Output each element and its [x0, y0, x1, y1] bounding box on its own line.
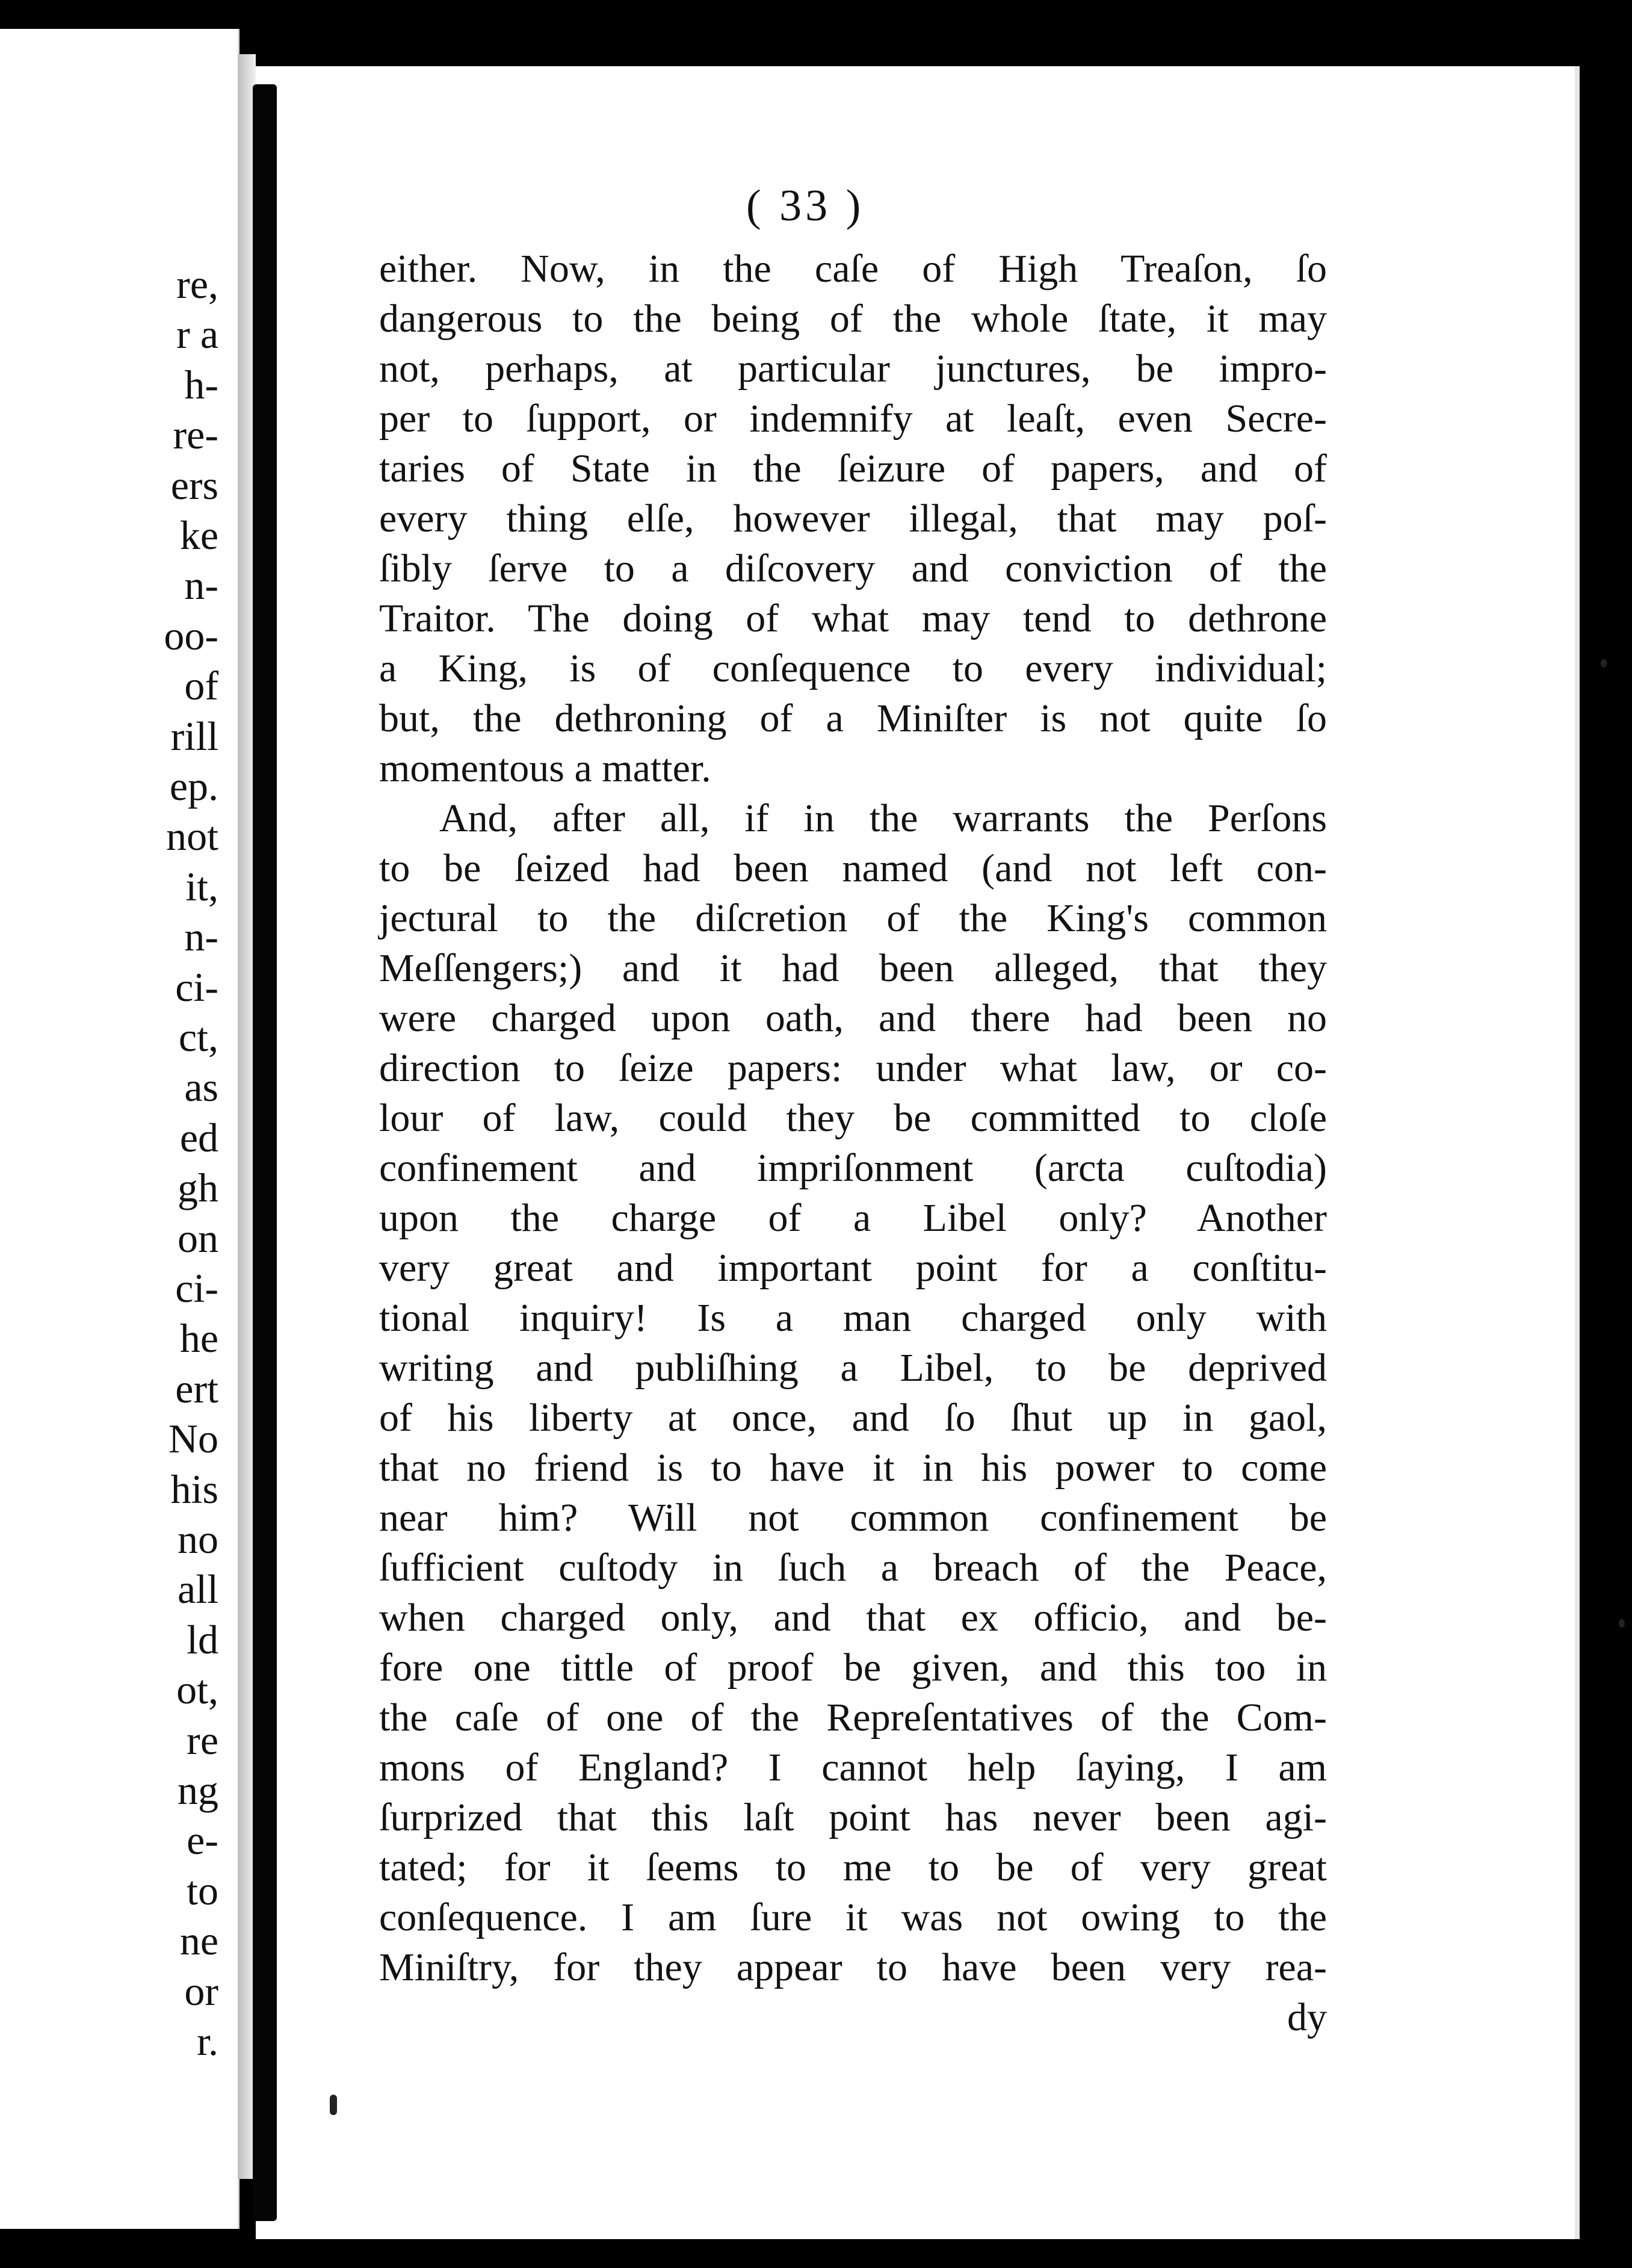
left-page-line-fragment: ng — [178, 1767, 218, 1813]
left-page-line-fragment: no — [178, 1516, 218, 1562]
left-page-line-fragment: it, — [185, 863, 218, 909]
text-line: when charged only, and that ex officio, and be- — [379, 1596, 1327, 1640]
text-line: per to ſupport, or indemnify at leaſt, even Secre- — [379, 397, 1327, 441]
text-line: very great and important point for a conſtitu- — [379, 1246, 1327, 1290]
left-page-line-fragment: his — [170, 1466, 218, 1512]
left-page-line-fragment: he — [179, 1315, 218, 1362]
left-page-line-fragment: not — [166, 813, 218, 860]
left-page-line-fragment: n- — [184, 562, 218, 609]
ink-speck — [330, 2095, 337, 2115]
text-line: of his liberty at once, and ſo ſhut up in gaol, — [379, 1396, 1327, 1440]
left-page-line-fragment: all — [178, 1566, 218, 1613]
left-page-line-fragment: re — [187, 1717, 218, 1763]
text-line: Meſſengers;) and it had been alleged, that they — [379, 946, 1327, 990]
text-line: the caſe of one of the Repreſentatives of the Com- — [379, 1696, 1327, 1740]
left-page-line-fragment: ne — [179, 1918, 218, 1964]
text-line: fore one tittle of proof be given, and this too in — [379, 1646, 1327, 1690]
text-line: conſequence. I am ſure it was not owing to the — [379, 1895, 1327, 1939]
text-line: taries of State in the ſeizure of papers, and of — [379, 447, 1327, 491]
left-page-line-fragment: ers — [170, 462, 218, 508]
text-line: not, perhaps, at particular junctures, be impro- — [379, 347, 1327, 391]
ink-speck — [1601, 659, 1607, 668]
body-text — [379, 244, 1327, 2042]
text-line: mons of England? I cannot help ſaying, I am — [379, 1746, 1327, 1789]
text-line: that no friend is to have it in his power to come — [379, 1446, 1327, 1490]
left-page-line-fragment: ct, — [178, 1014, 218, 1060]
page-number: ( 33 ) — [746, 181, 865, 231]
text-line: direction to ſeize papers: under what law, or co- — [379, 1046, 1327, 1090]
left-page-line-fragment: r. — [197, 2018, 218, 2064]
text-line: dangerous to the being of the whole ſtate, it may — [379, 297, 1327, 341]
text-line: momentous a matter. — [379, 746, 711, 790]
text-line: either. Now, in the caſe of High Treaſon, ſo — [379, 247, 1327, 291]
left-page-line-fragment: or — [184, 1968, 218, 2014]
text-line: near him? Will not common confinement be — [379, 1496, 1327, 1540]
text-line: ſibly ſerve to a diſcovery and conviction of the — [379, 547, 1327, 590]
left-page-line-fragment: ke — [179, 512, 218, 558]
text-line: Miniſtry, for they appear to have been very rea- — [379, 1945, 1327, 1989]
left-page-line-fragment: r a — [176, 311, 218, 358]
text-line: lour of law, could they be committed to cloſe — [379, 1096, 1327, 1140]
left-page-line-fragment: ot, — [176, 1667, 218, 1713]
text-line: upon the charge of a Libel only? Another — [379, 1196, 1327, 1240]
left-page-line-fragment: e- — [187, 1817, 218, 1864]
ink-speck — [1619, 1619, 1625, 1628]
left-page-line-fragment: rill — [170, 713, 218, 759]
left-page-line-fragment: h- — [184, 361, 218, 407]
text-line: confinement and impriſonment (arcta cuſtodia) — [379, 1146, 1327, 1190]
text-line: Traitor. The doing of what may tend to dethrone — [379, 596, 1327, 640]
catchword: dy — [1287, 1995, 1327, 2039]
text-line: but, the dethroning of a Miniſter is not quite ſo — [379, 696, 1327, 740]
text-line: to be ſeized had been named (and not left con- — [379, 846, 1327, 890]
text-line: writing and publiſhing a Libel, to be deprived — [379, 1346, 1327, 1390]
text-line: a King, is of conſequence to every individual; — [379, 646, 1327, 690]
text-line: every thing elſe, however illegal, that may poſ- — [379, 497, 1327, 541]
left-page-line-fragment: to — [187, 1867, 218, 1913]
text-line: jectural to the diſcretion of the King's common — [379, 896, 1327, 940]
left-page-line-fragment: re, — [176, 261, 218, 307]
left-page-line-fragment: No — [168, 1416, 218, 1462]
left-page-line-fragment: n- — [184, 914, 218, 960]
left-page-line-fragment: ed — [179, 1114, 218, 1160]
left-page-line-fragment: ld — [187, 1616, 218, 1662]
left-page-line-fragment: on — [178, 1215, 218, 1261]
text-line: tated; for it ſeems to me to be of very great — [379, 1845, 1327, 1889]
left-page-line-fragment: re- — [173, 412, 218, 458]
text-line: And, after all, if in the warrants the Perſons — [439, 796, 1327, 840]
left-page-line-fragment: oo- — [164, 612, 218, 658]
binding-gutter — [253, 84, 277, 2221]
left-page-line-fragment: gh — [178, 1165, 218, 1211]
left-page-line-fragment: ci- — [175, 964, 218, 1010]
text-line: tional inquiry! Is a man charged only with — [379, 1296, 1327, 1340]
previous-page-fragment — [0, 29, 240, 2229]
text-line: ſurprized that this laſt point has never been agi- — [379, 1796, 1327, 1839]
left-page-line-fragment: ep. — [169, 763, 218, 809]
left-page-line-fragment: as — [184, 1064, 218, 1111]
left-page-line-fragment: ert — [175, 1365, 218, 1411]
left-page-line-fragment: of — [184, 663, 218, 709]
text-line: ſufficient cuſtody in ſuch a breach of the Peace, — [379, 1546, 1327, 1590]
text-line: were charged upon oath, and there had been no — [379, 996, 1327, 1040]
left-page-line-fragment: ci- — [175, 1265, 218, 1311]
